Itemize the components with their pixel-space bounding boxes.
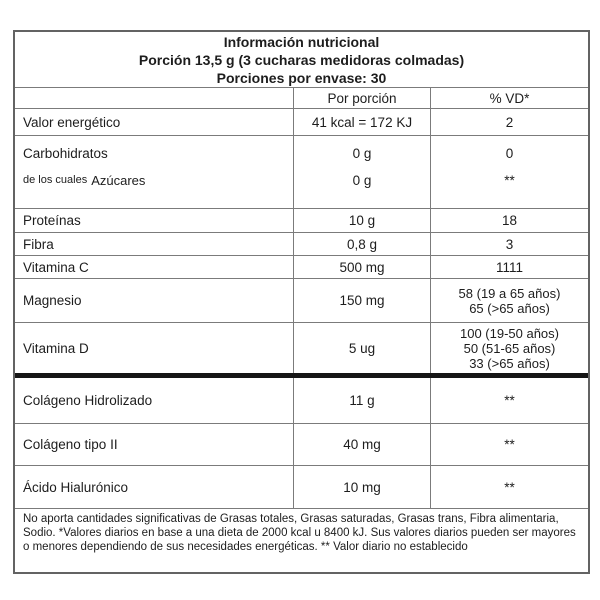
footnote-text: No aporta cantidades significativas de Grasas totales, Grasas saturadas, Grasas trans, Fibra alimentaria, Sodio. *Valores diarios en base a una dieta de 2000 kcal u 8400 kJ. Sus valores diarios pueden ser mayores o menores dependiendo de sus necesidades energéticas. ** Valor diario no establecido — [23, 513, 576, 553]
row-value: 40 mg — [293, 424, 430, 465]
row-label: Magnesio — [23, 293, 82, 308]
column-header-per-serving: Por porción — [293, 88, 430, 108]
row-value: 5 ug — [293, 323, 430, 373]
row-colageno-tipo-ii — [15, 424, 588, 466]
row-acido-hialuronico — [15, 466, 588, 509]
row-colageno-hidrolizado — [15, 378, 588, 424]
column-header-empty — [15, 88, 293, 108]
row-label: Vitamina C — [23, 259, 89, 275]
table-header-block — [15, 32, 588, 88]
row-value: 10 g — [293, 209, 430, 232]
row-magnesio — [15, 279, 588, 323]
row-vd: ** — [430, 378, 588, 423]
row-label: Ácido Hialurónico — [23, 479, 129, 495]
sugars-label — [23, 166, 293, 194]
row-value: 11 g — [293, 378, 430, 423]
vd-line: 100 (19-50 años) — [459, 325, 559, 341]
servings-line: Porciones por envase: 30 — [216, 70, 387, 86]
row-fibra — [15, 233, 588, 256]
vd-line: 50 (51-65 años) — [463, 340, 556, 356]
row-vd-multiline — [430, 279, 588, 322]
nutrition-table — [13, 30, 590, 574]
row-value: 10 mg — [293, 466, 430, 508]
portion-line: Porción 13,5 g (3 cucharas medidoras colmadas) — [138, 52, 465, 68]
row-value: 500 mg — [293, 256, 430, 278]
carb-vds — [430, 136, 588, 208]
carb-value: 0 g — [352, 145, 372, 161]
row-proteinas — [15, 209, 588, 233]
row-vd: 3 — [430, 233, 588, 255]
row-label: Valor energético — [23, 114, 121, 130]
sugars-value: 0 g — [352, 172, 372, 188]
row-vd: 2 — [430, 109, 588, 135]
row-label: Proteínas — [23, 213, 81, 228]
sugars-label-prefix: de los cuales — [23, 174, 88, 186]
row-vd: 1111 — [430, 256, 588, 278]
carb-values — [293, 136, 430, 208]
vd-line: 58 (19 a 65 años) — [458, 285, 561, 301]
sugars-label-name: Azúcares — [91, 172, 146, 188]
row-valor-energetico — [15, 109, 588, 136]
carb-labels — [15, 136, 293, 208]
row-value: 0,8 g — [293, 233, 430, 255]
sugars-vd: ** — [504, 172, 515, 188]
row-label: Colágeno Hidrolizado — [23, 393, 153, 408]
carb-label: Carbohidratos — [23, 145, 108, 161]
column-header-row — [15, 88, 588, 109]
row-vd: 18 — [430, 209, 588, 232]
vd-line: 33 (>65 años) — [469, 355, 550, 371]
carb-vd: 0 — [505, 145, 514, 161]
vd-line: 65 (>65 años) — [469, 300, 550, 316]
row-label: Colágeno tipo II — [23, 437, 118, 452]
row-value: 150 mg — [293, 279, 430, 322]
column-header-daily-value: % VD* — [430, 88, 588, 108]
row-vitamina-d — [15, 323, 588, 373]
row-carbohidratos-group — [15, 136, 588, 209]
row-vitamina-c — [15, 256, 588, 279]
row-vd-multiline — [430, 323, 588, 373]
row-vd: ** — [430, 424, 588, 465]
table-title: Información nutricional — [223, 34, 380, 50]
row-value: 41 kcal = 172 KJ — [293, 109, 430, 135]
row-label: Vitamina D — [23, 340, 89, 356]
row-vd: ** — [430, 466, 588, 508]
row-label: Fibra — [23, 236, 54, 252]
